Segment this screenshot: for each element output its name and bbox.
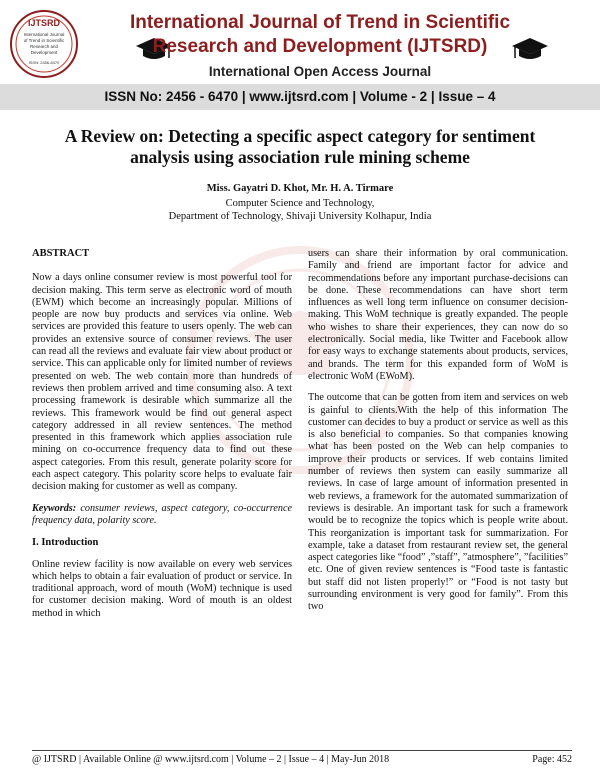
journal-title-line1: International Journal of Trend in Scientific: [129, 12, 511, 33]
left-column: [32, 248, 292, 629]
intro-heading: I. Introduction: [32, 537, 99, 549]
keywords: [32, 503, 292, 528]
svg-text:Research and: Research and: [29, 44, 59, 49]
keywords-text: consumer reviews, aspect category, co-occurrence frequency data, polarity score.: [32, 502, 292, 526]
svg-text:ISSN: 2456-6470: ISSN: 2456-6470: [28, 60, 60, 65]
journal-title-line2: Research and Development (IJTSRD): [152, 36, 488, 57]
footer-divider: [32, 750, 572, 751]
footer: [32, 754, 572, 765]
open-access-label: International Open Access Journal: [208, 64, 432, 79]
abstract-heading: ABSTRACT: [32, 248, 90, 259]
abstract-text: Now a days online consumer review is most powerful tool for decision making. This term serve as electronic word of mouth (EWM) which become an increasingly popular. Millions of people are now buy products and services via online. Web services are provided this feature to users openly. The web can provides an extensive source of consumer reviews. The user can read all the reviews and evaluate fair view about product or service. This can applicable only for limited number of reviews presented on web. The web contain more than hundreds of reviews then problem arrived and time consuming also. A text processing framework is desirable which summarize all the reviews. This framework would be find out general aspect category addressed in all review sentences. The method presented in this framework which applies association rule mining on co-occurrence frequency data to find out these aspect categories. From this result, generate polarity score for each aspect category. This polarity score helps to evaluate fair decision making for customer as well as company.: [32, 272, 292, 493]
footer-left: @ IJTSRD | Available Online @ www.ijtsrd.com | Volume – 2 | Issue – 4 | May-Jun 2018: [32, 754, 390, 765]
svg-text:of Trend in Scientific: of Trend in Scientific: [23, 38, 65, 43]
svg-text:Development: Development: [30, 50, 58, 55]
right-paragraph-1: users can share their information by oral communication. Family and friend are important factor for advice and recommendations before any important purchase-decisions can be done. These recommendations can have short term influences as well long term influence on consumer decision-making. This WoM technique is greatly expanded. The people who wishes to share their experiences, they can now do so electronically. Social media, like Twitter and Facebook allow for easy ways to exchange statements about products, services, and brands. The term for this expanded form of WoM is electronic WoM (EWoM).: [308, 248, 568, 382]
page-number: Page: 452: [532, 754, 572, 765]
keywords-label: Keywords:: [32, 502, 77, 514]
svg-text:International Journal: International Journal: [23, 32, 65, 37]
ijtsrd-logo: [4, 8, 84, 80]
affiliation-line1: Computer Science and Technology,: [225, 198, 375, 209]
authors: Miss. Gayatri D. Khot, Mr. H. A. Tirmare: [206, 183, 394, 194]
right-paragraph-2: The outcome that can be gotten from item and services on web is gainful to clients.With the help of this information The customer can decides to buy a product or service as well as this is also beneficial to companies. So that companies knowing what has been posted on the Web can help companies to improve their products or services. If web contains limited number of reviews then system can easily summarize all reviews. In case of large amount of information presented in web reviews, a framework for the automated summarization of reviews is desirable. An important task for such a framework would be to recognize the topics which is people write about. This reorganization is important task for summarization. For example, take a dataset from restaurant review set, the general aspect categories like “food” ,”staff”, ”atmosphere”, ”facilities” etc. One of given review sentences is “Food taste is fantastic but staff did not listen properly!” or “Food is not tasty but surrounding environment is very good for family”. From this two: [308, 392, 568, 613]
svg-text:IJTSRD: IJTSRD: [27, 18, 61, 28]
right-column: [308, 248, 568, 623]
paper-title-line1: A Review on: Detecting a specific aspect category for sentiment: [64, 126, 536, 146]
affiliation-line2: Department of Technology, Shivaji University Kolhapur, India: [168, 211, 432, 222]
issn-bar-text: ISSN No: 2456 - 6470 | www.ijtsrd.com | Volume - 2 | Issue – 4: [104, 89, 496, 104]
paper-title-line2: analysis using association rule mining scheme: [130, 147, 470, 167]
intro-text: Online review facility is now available on every web services which helps to obtain a fair evaluation of product or service. In traditional approach, word of mouth (WoM) technique is used for customer decision making. Word of mouth is an oldest method in which: [32, 558, 292, 619]
